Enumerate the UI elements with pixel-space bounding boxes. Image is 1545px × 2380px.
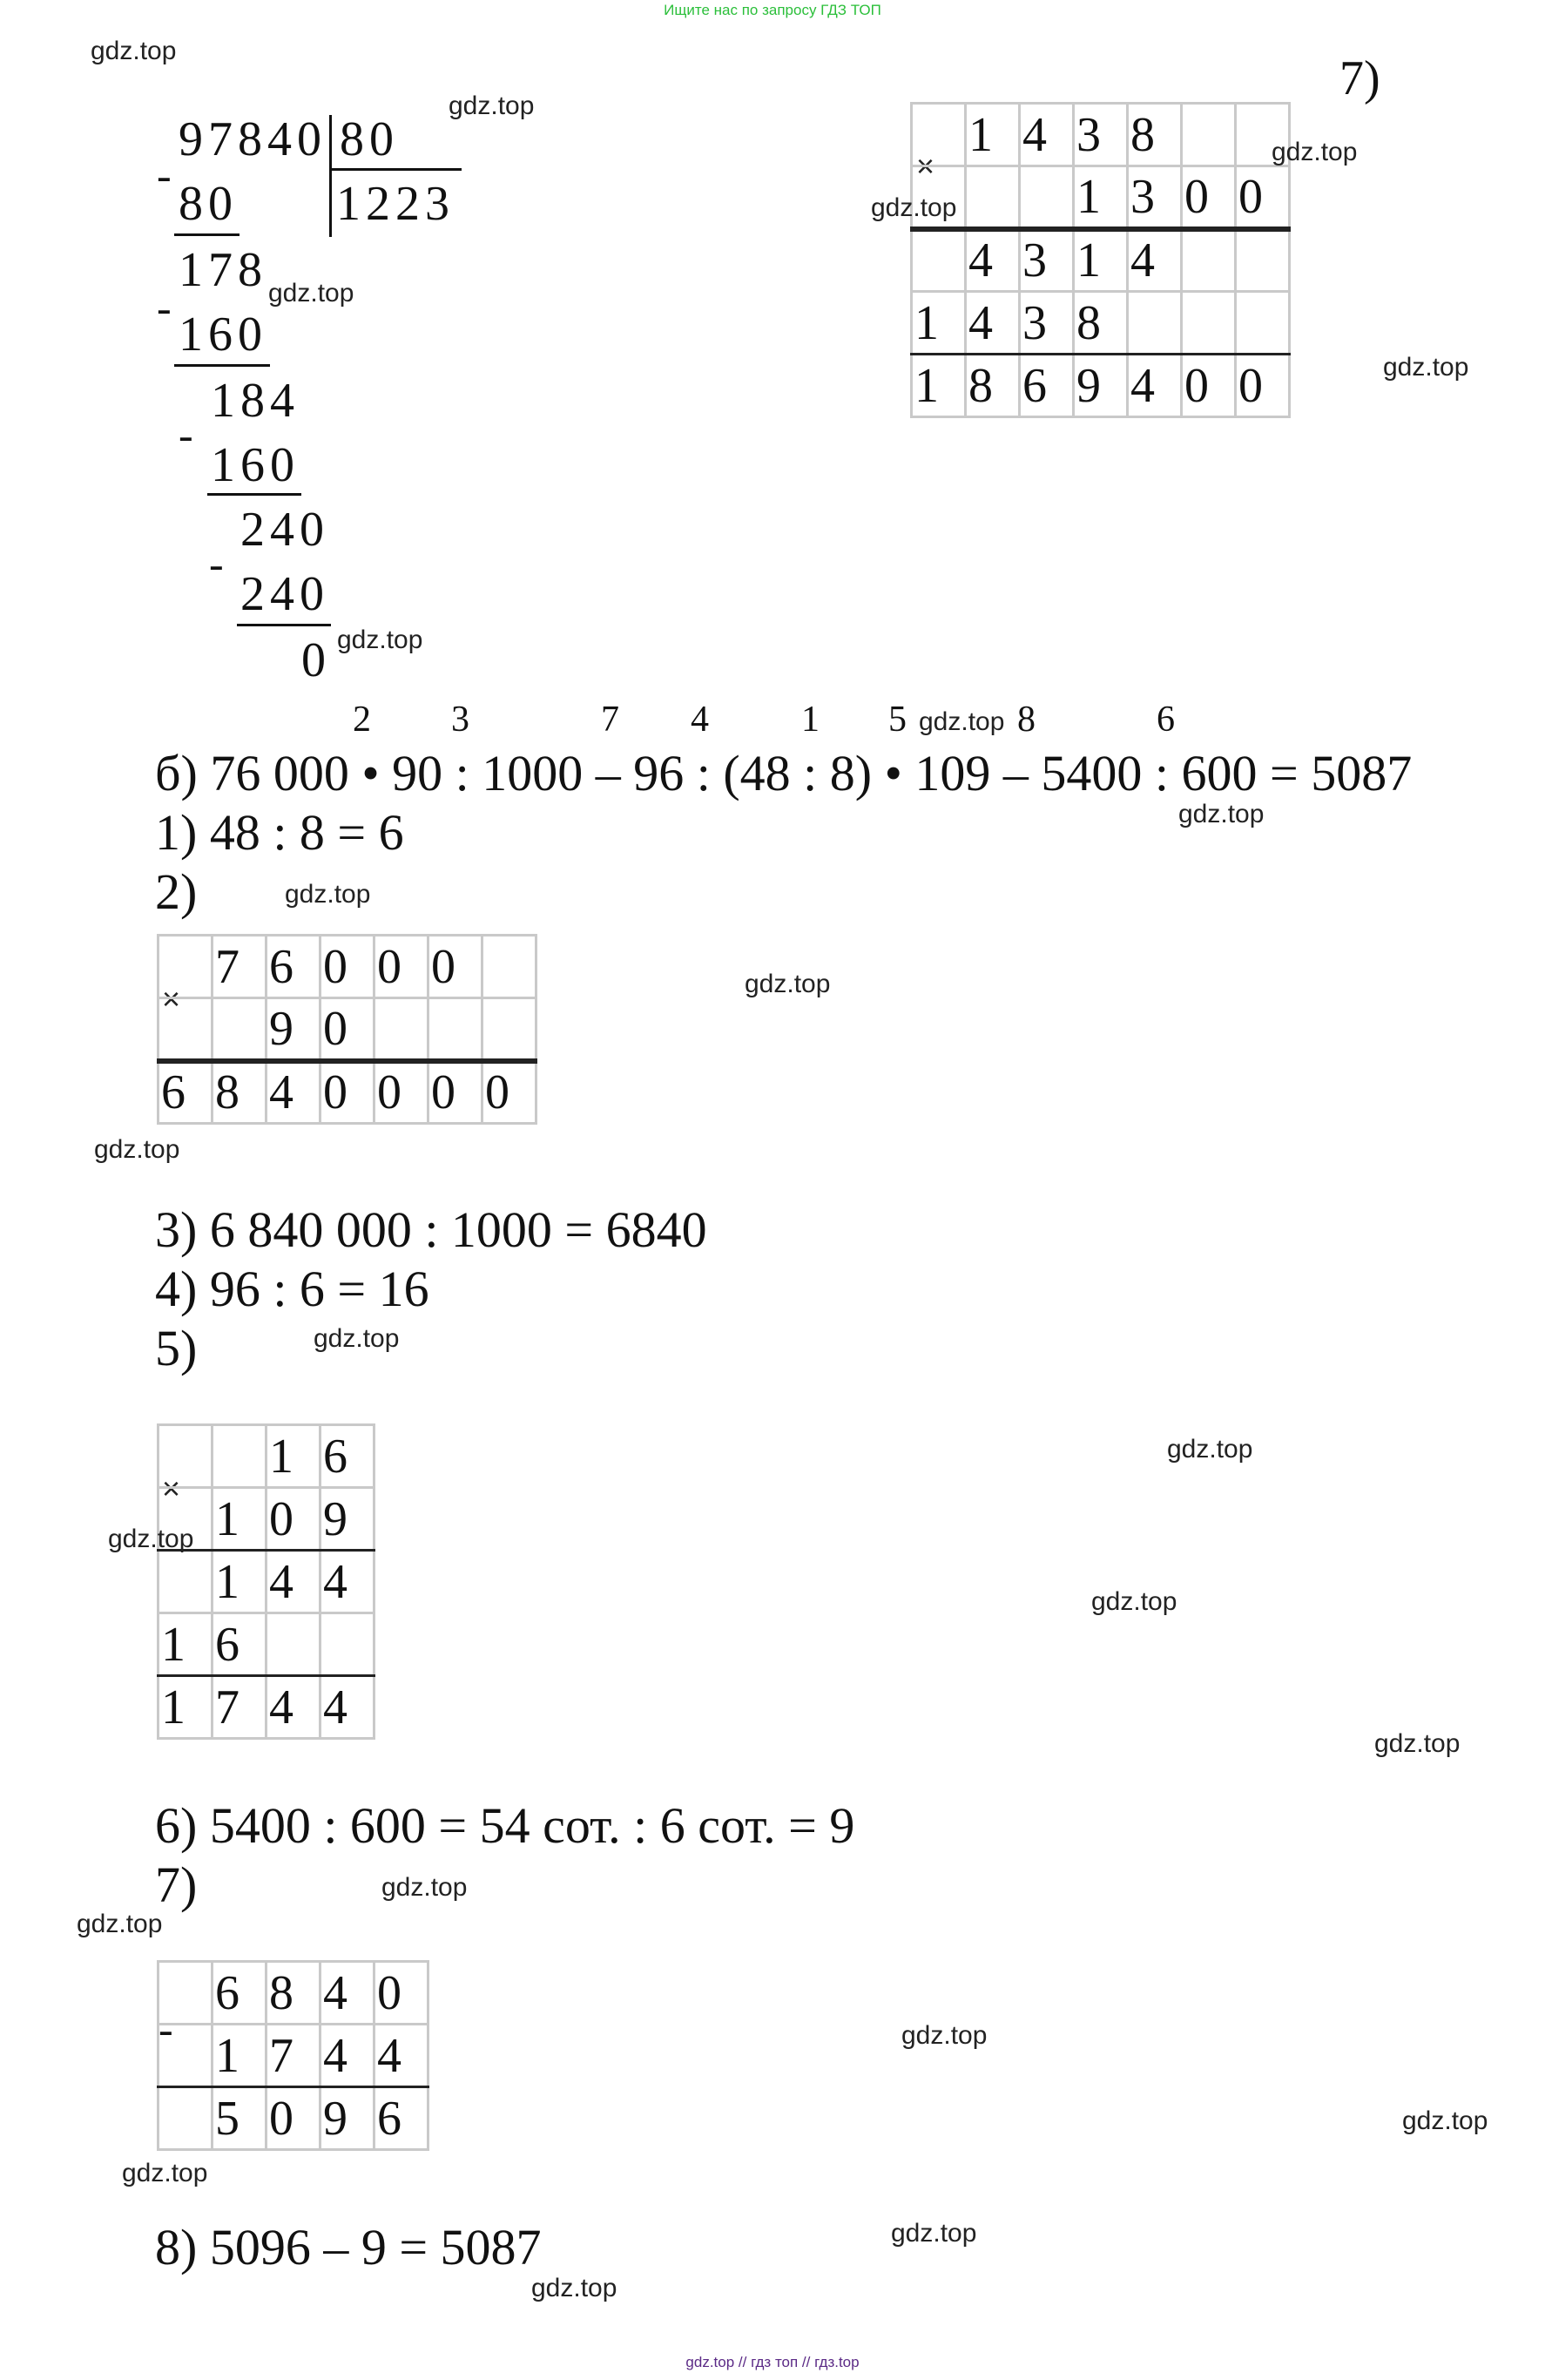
grid-cell: 0: [374, 936, 428, 998]
grid-cell: [1182, 292, 1236, 355]
grid-cell: 0: [1236, 166, 1290, 229]
watermark: gdz.top: [77, 1910, 163, 1938]
grid-cell: 9: [320, 1488, 374, 1551]
grid-cell: 9: [320, 2087, 374, 2150]
grid-cell: 0: [320, 936, 374, 998]
step-2-label: 2): [155, 863, 198, 920]
grid-row: [159, 1425, 374, 1488]
grid-cell: 1: [159, 1676, 213, 1739]
ld-quotient: 1223: [336, 177, 455, 231]
grid-cell: [320, 1613, 374, 1676]
grid-cell: 4: [320, 1551, 374, 1613]
grid-cell: 3: [1074, 104, 1128, 166]
footer-links[interactable]: gdz.top // гдз топ // гдз.top: [685, 2354, 860, 2370]
grid-cell: [159, 1425, 213, 1488]
grid-cell: [912, 104, 966, 166]
grid-row: [159, 1962, 428, 2025]
grid-cell: [428, 998, 482, 1061]
grid-cell: 4: [320, 2025, 374, 2087]
watermark: gdz.top: [122, 2159, 208, 2187]
grid-cell: [374, 998, 428, 1061]
ld-step: 240: [240, 503, 329, 557]
watermark: gdz.top: [1272, 138, 1358, 166]
multiply-sign: ×: [162, 981, 181, 1017]
grid-cell: 6: [266, 936, 320, 998]
grid-cell: 6: [1020, 355, 1074, 417]
step-6: 6) 5400 : 600 = 54 сот. : 6 сот. = 9: [155, 1797, 855, 1854]
ld-step: 160: [179, 308, 267, 362]
ld-bar: [174, 364, 270, 367]
grid-cell: 3: [1020, 229, 1074, 292]
grid-cell: [482, 998, 536, 1061]
ld-vertical-bar: [329, 115, 332, 237]
grid-cell: 6: [159, 1061, 213, 1124]
watermark: gdz.top: [1091, 1587, 1177, 1616]
watermark: gdz.top: [1178, 800, 1265, 828]
grid-cell: 8: [266, 1962, 320, 2025]
grid-cell: 1: [966, 104, 1020, 166]
grid-cell: 8: [1074, 292, 1128, 355]
grid-row: [159, 936, 536, 998]
watermark: gdz.top: [919, 707, 1005, 736]
grid-row: [159, 1676, 374, 1739]
watermark: gdz.top: [108, 1525, 194, 1553]
watermark: gdz.top: [1383, 353, 1469, 382]
grid-cell: 4: [266, 1061, 320, 1124]
grid-cell: [159, 1551, 213, 1613]
ld-minus: -: [179, 410, 193, 459]
order-number: 5: [888, 700, 907, 740]
ld-divisor-bar: [331, 168, 462, 171]
grid-cell: 4: [966, 292, 1020, 355]
grid-cell: 0: [266, 1488, 320, 1551]
grid-cell: 0: [320, 1061, 374, 1124]
grid-cell: [966, 166, 1020, 229]
grid-row: [159, 1613, 374, 1676]
grid-cell: [1236, 229, 1290, 292]
grid-cell: 3: [1128, 166, 1182, 229]
ld-divisor: 80: [340, 112, 399, 166]
grid-cell: 1: [159, 1613, 213, 1676]
order-number: 3: [451, 700, 469, 740]
grid-cell: [1182, 104, 1236, 166]
sub7-grid: [157, 1960, 429, 2151]
grid-cell: [159, 998, 213, 1061]
grid-cell: 0: [1182, 166, 1236, 229]
grid-row: [912, 355, 1290, 417]
grid-cell: 8: [213, 1061, 266, 1124]
grid-cell: 4: [320, 1676, 374, 1739]
order-number: 8: [1017, 700, 1036, 740]
grid-cell: 4: [266, 1676, 320, 1739]
grid-cell: 4: [966, 229, 1020, 292]
order-number: 1: [801, 700, 820, 740]
ld-step: 178: [179, 243, 267, 297]
mult7-grid: [910, 102, 1291, 418]
mult7-label: 7): [1339, 51, 1380, 105]
grid-cell: 4: [374, 2025, 428, 2087]
mult2-grid: [157, 934, 537, 1125]
order-number: 4: [691, 700, 709, 740]
watermark: gdz.top: [1167, 1435, 1253, 1464]
grid-cell: 6: [320, 1425, 374, 1488]
grid-row: [159, 2087, 428, 2150]
watermark: gdz.top: [1402, 2106, 1488, 2135]
grid-cell: 0: [428, 936, 482, 998]
watermark: gdz.top: [268, 279, 354, 308]
watermark: gdz.top: [337, 625, 423, 654]
grid-cell: 0: [1236, 355, 1290, 417]
grid-cell: 5: [213, 2087, 266, 2150]
multiply-sign: ×: [916, 148, 935, 184]
order-number: 6: [1157, 700, 1175, 740]
grid-cell: [159, 936, 213, 998]
grid-cell: 0: [320, 998, 374, 1061]
grid-cell: 4: [1128, 355, 1182, 417]
watermark: gdz.top: [891, 2219, 977, 2248]
step-1: 1) 48 : 8 = 6: [155, 804, 404, 861]
order-number: 2: [353, 700, 371, 740]
grid-cell: 4: [320, 1962, 374, 2025]
watermark: gdz.top: [871, 193, 957, 222]
grid-cell: [1128, 292, 1182, 355]
grid-cell: 4: [266, 1551, 320, 1613]
step-4: 4) 96 : 6 = 16: [155, 1261, 429, 1317]
ld-minus: -: [157, 151, 172, 199]
grid-cell: [213, 998, 266, 1061]
ld-remainder: 0: [301, 633, 331, 687]
grid-cell: 9: [1074, 355, 1128, 417]
grid-cell: 0: [374, 1061, 428, 1124]
grid-cell: 0: [1182, 355, 1236, 417]
grid-row: [159, 1551, 374, 1613]
grid-cell: 1: [213, 1551, 266, 1613]
grid-row: [159, 1061, 536, 1124]
grid-cell: 7: [213, 1676, 266, 1739]
grid-cell: [912, 229, 966, 292]
ld-minus: -: [209, 539, 224, 588]
grid-cell: 0: [374, 1962, 428, 2025]
mult5-grid: [157, 1423, 375, 1740]
grid-cell: [266, 1613, 320, 1676]
grid-cell: 1: [912, 292, 966, 355]
grid-cell: [1182, 229, 1236, 292]
grid-cell: [482, 936, 536, 998]
ld-bar: [207, 493, 301, 496]
grid-cell: 4: [1128, 229, 1182, 292]
grid-cell: 7: [213, 936, 266, 998]
search-banner[interactable]: Ищите нас по запросу ГДЗ ТОП: [664, 2, 881, 18]
grid-cell: 9: [266, 998, 320, 1061]
grid-row: [912, 292, 1290, 355]
ld-bar: [237, 624, 331, 626]
grid-cell: 3: [1020, 292, 1074, 355]
watermark: gdz.top: [381, 1873, 468, 1902]
ld-step: 80: [179, 177, 238, 231]
grid-cell: 1: [912, 355, 966, 417]
grid-cell: [159, 2025, 213, 2087]
grid-row: [912, 229, 1290, 292]
minus-sign: -: [159, 2005, 173, 2053]
grid-cell: [1236, 292, 1290, 355]
watermark: gdz.top: [901, 2021, 988, 2050]
grid-cell: 0: [482, 1061, 536, 1124]
watermark: gdz.top: [1374, 1729, 1461, 1758]
step-5-label: 5): [155, 1320, 198, 1376]
grid-cell: 1: [213, 2025, 266, 2087]
step-7-label: 7): [155, 1856, 198, 1913]
grid-cell: 6: [213, 1962, 266, 2025]
grid-cell: 1: [213, 1488, 266, 1551]
grid-cell: 8: [1128, 104, 1182, 166]
grid-row: [912, 104, 1290, 166]
step-3: 3) 6 840 000 : 1000 = 6840: [155, 1201, 707, 1258]
ld-minus: -: [157, 283, 172, 332]
grid-cell: 0: [266, 2087, 320, 2150]
grid-cell: 6: [374, 2087, 428, 2150]
watermark: gdz.top: [449, 91, 535, 120]
grid-cell: [159, 2087, 213, 2150]
grid-cell: 0: [428, 1061, 482, 1124]
order-number: 7: [601, 700, 619, 740]
grid-cell: [159, 1962, 213, 2025]
watermark: gdz.top: [745, 970, 831, 998]
watermark: gdz.top: [531, 2274, 617, 2302]
ld-step: 240: [240, 567, 329, 621]
ld-dividend: 97840: [179, 112, 327, 166]
expression: б) 76 000 • 90 : 1000 – 96 : (48 : 8) • 109 – 5400 : 600 = 5087: [155, 745, 1413, 801]
grid-cell: 8: [966, 355, 1020, 417]
grid-cell: [213, 1425, 266, 1488]
grid-cell: 4: [1020, 104, 1074, 166]
grid-cell: 1: [1074, 229, 1128, 292]
grid-cell: 1: [266, 1425, 320, 1488]
grid-row: [159, 2025, 428, 2087]
ld-step: 184: [211, 374, 300, 428]
multiply-sign: ×: [162, 1471, 181, 1506]
grid-row: [912, 166, 1290, 229]
grid-cell: [1020, 166, 1074, 229]
watermark: gdz.top: [285, 880, 371, 909]
step-8: 8) 5096 – 9 = 5087: [155, 2219, 542, 2275]
grid-cell: 6: [213, 1613, 266, 1676]
watermark: gdz.top: [314, 1324, 400, 1353]
ld-bar: [174, 233, 240, 236]
grid-cell: 7: [266, 2025, 320, 2087]
grid-row: [159, 998, 536, 1061]
watermark: gdz.top: [91, 37, 177, 65]
watermark: gdz.top: [94, 1135, 180, 1164]
ld-step: 160: [211, 438, 300, 492]
grid-cell: 1: [1074, 166, 1128, 229]
